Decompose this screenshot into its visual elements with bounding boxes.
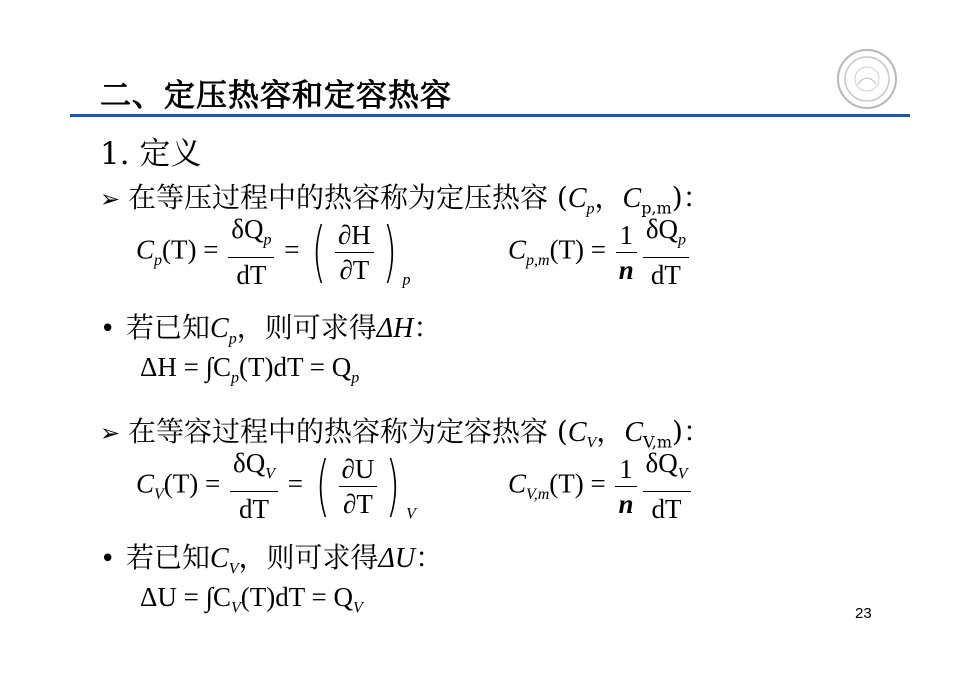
numerator: 1	[616, 218, 637, 253]
fraction-one-n	[616, 218, 637, 287]
bullet-text: 若已知	[126, 311, 211, 344]
sym-c: C	[622, 183, 642, 214]
sub-v: V	[228, 560, 239, 578]
partial-fraction	[339, 452, 378, 521]
separator: ，	[596, 415, 625, 448]
arrow-bullet-icon: ➢	[100, 185, 121, 213]
denominator: ∂T	[343, 488, 373, 519]
sub-v: V	[406, 505, 416, 523]
sub-p: p	[154, 251, 163, 269]
section-v-lead: 在等容过程中的热容称为定容热容 (	[128, 415, 568, 448]
target-u: ΔU	[378, 543, 416, 574]
sym-c: C	[210, 543, 229, 574]
equation-cp	[136, 212, 411, 292]
fraction-dq-dt	[228, 212, 274, 292]
denominator: ∂T	[339, 254, 370, 285]
numerator: δQ	[645, 214, 679, 244]
equals: =	[284, 234, 300, 265]
sub-v: V	[677, 465, 688, 483]
sym-c: C	[210, 313, 229, 344]
denominator: dT	[239, 494, 269, 525]
sub-pm: p,m	[526, 251, 550, 269]
bullet-rest: ，则可求得	[236, 311, 377, 344]
right-paren: )	[386, 447, 401, 525]
slide-title: 二、定压热容和定容热容	[100, 78, 452, 114]
sub-p: p	[678, 231, 687, 249]
sub-p: p	[231, 369, 239, 387]
page-number: 23	[855, 605, 872, 622]
definition-heading: 1. 定义	[100, 136, 202, 172]
arg-t: (T) =	[549, 468, 606, 499]
sym-c: C	[508, 234, 527, 265]
numerator: 1	[615, 452, 636, 487]
fraction-dq-dt	[643, 212, 689, 292]
right-paren: )	[382, 213, 397, 291]
sym-c: C	[624, 417, 643, 448]
integral-lhs: ΔU = ∫C	[140, 582, 231, 612]
denominator: dT	[650, 260, 681, 291]
integral-u	[140, 582, 363, 617]
denominator: dT	[651, 494, 682, 525]
integral-lhs: ΔH = ∫C	[140, 352, 231, 382]
sub-v: V	[353, 599, 363, 617]
numerator: δQ	[231, 214, 264, 244]
fraction-dq-dt	[643, 446, 691, 526]
bullet-text: 若已知	[126, 541, 211, 574]
sym-c: C	[567, 183, 587, 214]
close-paren: )：	[672, 415, 711, 448]
arg-t: (T) =	[549, 234, 607, 265]
integral-rhs: (T)dT = Q	[239, 352, 352, 382]
sub-v: V	[586, 434, 597, 452]
sub-p: p	[402, 271, 411, 289]
bullet-dot-icon: •	[100, 314, 116, 344]
sub-vm: V,m	[526, 485, 550, 503]
fraction-dq-dt	[230, 446, 278, 526]
sub-p: p	[351, 369, 360, 387]
fraction-one-n	[615, 452, 636, 521]
colon: ：	[415, 541, 444, 574]
arg-t: (T) =	[162, 234, 219, 265]
sub-v: V	[231, 599, 241, 617]
equals: =	[287, 468, 303, 499]
target-h: ΔH	[376, 313, 414, 344]
sub-pm: p,m	[641, 198, 672, 218]
numerator: δQ	[645, 448, 678, 478]
left-paren: (	[311, 213, 327, 291]
arg-t: (T) =	[163, 468, 221, 499]
sym-c: C	[136, 468, 155, 499]
sub-p: p	[228, 330, 237, 348]
sym-c: C	[508, 468, 527, 499]
denominator: dT	[236, 260, 267, 291]
bullet-cv	[100, 536, 443, 579]
sub-vm: V,m	[643, 432, 673, 452]
sub-v: V	[265, 465, 276, 483]
bullet-rest: ，则可求得	[238, 541, 379, 574]
denominator: n	[618, 488, 634, 519]
equation-cvm	[508, 446, 694, 526]
section-p-lead: 在等压过程中的热容称为定压热容 (	[128, 181, 568, 214]
left-paren: (	[315, 447, 330, 525]
sym-c: C	[136, 234, 155, 265]
numerator: ∂U	[339, 452, 378, 487]
university-seal-icon	[836, 48, 898, 110]
bullet-dot-icon: •	[100, 544, 116, 574]
colon: ：	[413, 311, 442, 344]
equation-cpm	[508, 212, 692, 292]
numerator: δQ	[233, 448, 266, 478]
integral-rhs: (T)dT = Q	[240, 582, 353, 612]
close-paren: )：	[671, 181, 711, 214]
sub-p: p	[586, 200, 595, 218]
separator: ，	[594, 181, 623, 214]
sub-v: V	[154, 485, 164, 503]
sym-c: C	[567, 417, 587, 448]
numerator: ∂H	[335, 218, 374, 253]
integral-h	[140, 352, 359, 387]
bullet-cp	[100, 306, 441, 349]
denominator: n	[618, 254, 634, 285]
title-underline	[70, 114, 910, 117]
partial-fraction	[335, 218, 374, 287]
sub-p: p	[263, 231, 272, 249]
arrow-bullet-icon: ➢	[100, 419, 121, 447]
equation-cv	[136, 446, 416, 526]
